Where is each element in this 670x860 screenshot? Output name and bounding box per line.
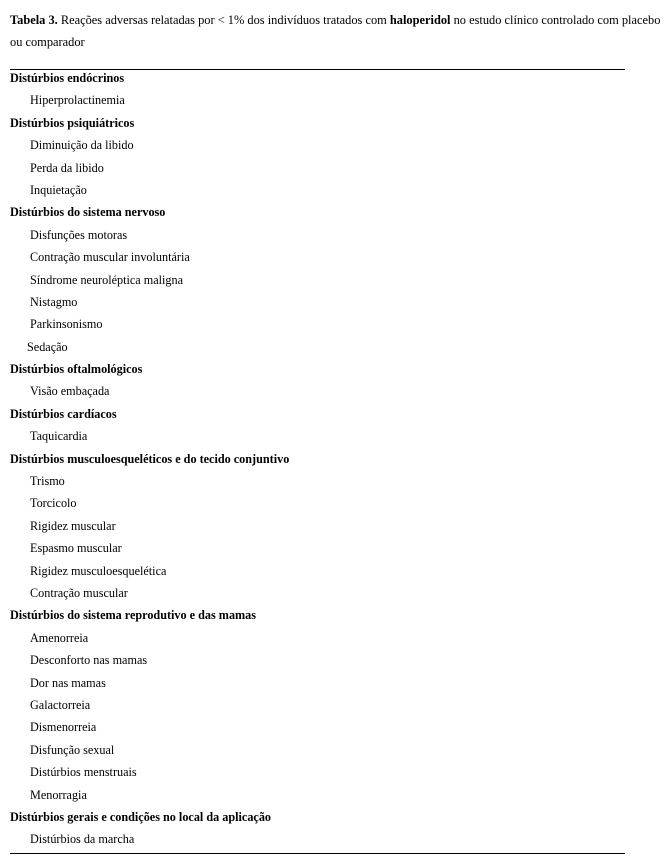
reaction-item: Inquietação (30, 182, 87, 197)
reaction-item: Espasmo muscular (30, 541, 122, 556)
reaction-item: Disfunções motoras (30, 227, 128, 242)
reaction-item: Dismenorreia (30, 720, 97, 735)
reaction-item: Distúrbios da marcha (30, 832, 135, 847)
reaction-item: Hiperprolactinemia (30, 93, 125, 108)
reaction-item: Contração muscular involuntária (30, 250, 190, 265)
category-heading: Distúrbios psiquiátricos (10, 115, 135, 130)
reaction-item: Nistagmo (30, 294, 78, 309)
reaction-item: Distúrbios menstruais (30, 765, 137, 780)
reaction-item: Torcicolo (30, 496, 77, 511)
category-heading: Distúrbios oftalmológicos (10, 362, 143, 377)
category-heading: Distúrbios musculoesqueléticos e do tecido conjuntivo (10, 451, 290, 466)
reaction-item: Amenorreia (30, 630, 89, 645)
reaction-item: Sedação (27, 339, 68, 354)
reaction-item: Diminuição da libido (30, 138, 134, 153)
reaction-item: Galactorreia (30, 697, 91, 712)
category-heading: Distúrbios cardíacos (10, 406, 117, 421)
category-heading: Distúrbios endócrinos (10, 71, 125, 85)
reaction-item: Rigidez musculoesquelética (30, 563, 167, 578)
category-heading: Distúrbios do sistema nervoso (10, 205, 166, 220)
reaction-item: Disfunção sexual (30, 742, 115, 757)
category-heading: Distúrbios do sistema reprodutivo e das mamas (10, 608, 257, 623)
reaction-item: Trismo (30, 474, 65, 489)
table-caption-text-before: Reações adversas relatadas por < 1% dos indivíduos tratados com (57, 13, 390, 27)
reaction-item: Parkinsonismo (30, 317, 103, 332)
category-heading: Distúrbios gerais e condições no local da aplicação (10, 809, 272, 824)
reaction-item: Taquicardia (30, 429, 88, 444)
table-bottom-rule (10, 853, 625, 854)
table-caption (10, 9, 662, 53)
reaction-item: Perda da libido (30, 160, 104, 175)
reaction-item: Dor nas mamas (30, 675, 106, 690)
reaction-item: Menorragia (30, 787, 87, 802)
reaction-item: Desconforto nas mamas (30, 653, 148, 668)
table-caption-text-after: no estudo clínico controlado com placebo ou comparador (10, 13, 661, 49)
reaction-item: Síndrome neuroléptica maligna (30, 272, 183, 287)
reaction-item: Contração muscular (30, 585, 128, 600)
table-caption-drug: haloperidol (389, 13, 451, 27)
reaction-item: Rigidez muscular (30, 518, 116, 533)
adverse-reactions-table (10, 67, 625, 851)
reaction-item: Visão embaçada (30, 384, 110, 399)
table-caption-label: Tabela 3. (10, 13, 58, 27)
